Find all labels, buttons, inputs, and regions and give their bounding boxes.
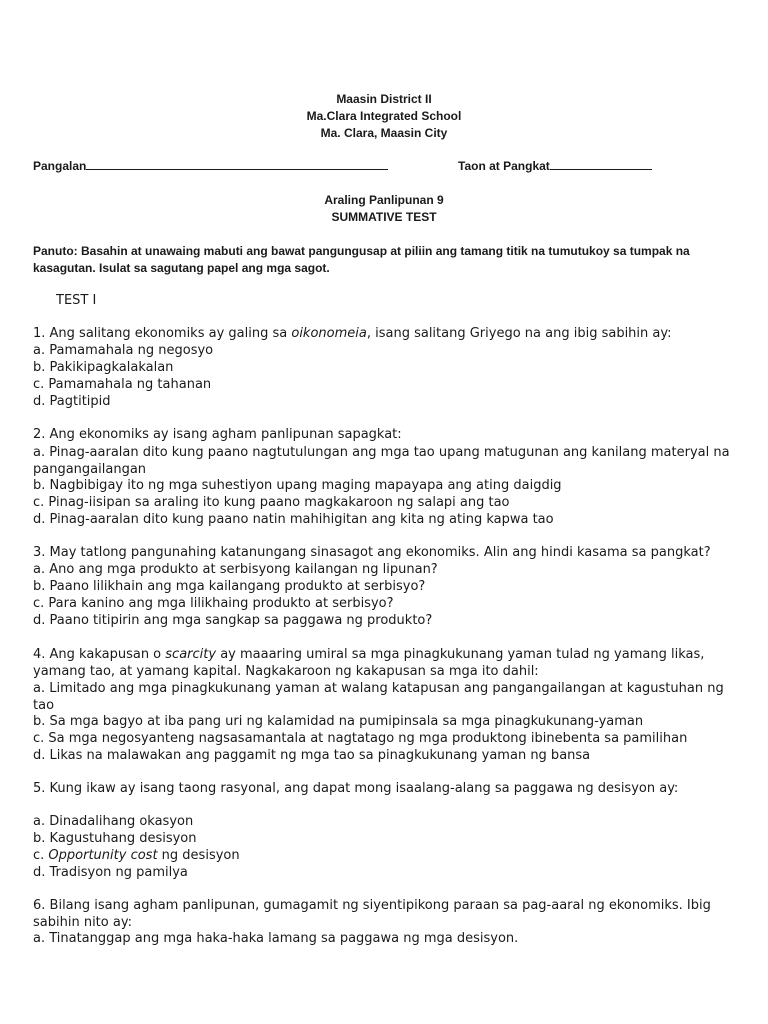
school-address: Ma. Clara, Maasin City <box>320 126 448 140</box>
question-1: 1. Ang salitang ekonomiks ay galing sa oikonomeia, isang salitang Griyego na ang ibig sabihin ay: <box>33 326 672 341</box>
year-label: Taon at Pangkat <box>458 159 550 173</box>
choice-1c: c. Pamamahala ng tahanan <box>33 377 212 392</box>
choice-4a: a. Limitado ang mga pinagkukunang yaman at walang katapusan ang pangangailangan at kagustuhan ng tao <box>33 681 724 713</box>
question-3: 3. May tatlong pangunahing katanungang sinasagot ang ekonomiks. Alin ang hindi kasama sa pangkat? <box>33 545 711 560</box>
name-blank[interactable] <box>86 159 388 170</box>
question-4: 4. Ang kakapusan o scarcity ay maaaring umiral sa mga pinagkukunang yaman tulad ng yamang likas, yamang tao, at yamang kapital. Nagkakaroon ng kakapusan sa mga ito dahil: <box>33 647 705 679</box>
choice-5a: a. Dinadalihang okasyon <box>33 814 194 829</box>
choice-5c: c. Opportunity cost ng desisyon <box>33 848 240 863</box>
test-type: SUMMATIVE TEST <box>331 210 437 224</box>
choice-1b: b. Pakikipagkalakalan <box>33 360 174 375</box>
year-field <box>458 159 652 173</box>
question-2: 2. Ang ekonomiks ay isang agham panlipunan sapagkat: <box>33 427 402 442</box>
choice-3b: b. Paano lilikhain ang mga kailangang produkto at serbisyo? <box>33 579 426 594</box>
choice-5b: b. Kagustuhang desisyon <box>33 831 197 846</box>
choice-4c: c. Sa mga negosyanteng nagsasamantala at nagtatago ng mga produktong ibinebenta sa pamilihan <box>33 731 688 746</box>
question-6: 6. Bilang isang agham panlipunan, gumagamit ng siyentipikong paraan sa pag-aaral ng ekonomiks. Ibig sabihin nito ay: <box>33 898 711 930</box>
choice-1d: d. Pagtitipid <box>33 394 111 409</box>
choice-3c: c. Para kanino ang mga lilikhaing produkto at serbisyo? <box>33 596 394 611</box>
choice-1a: a. Pamamahala ng negosyo <box>33 343 214 358</box>
year-blank[interactable] <box>550 159 652 170</box>
choice-3a: a. Ano ang mga produkto at serbisyong kailangan ng lipunan? <box>33 562 438 577</box>
school-name: Ma.Clara Integrated School <box>306 109 462 123</box>
question-5: 5. Kung ikaw ay isang taong rasyonal, ang dapat mong isaalang-alang sa paggawa ng desisyon ay: <box>33 781 679 796</box>
choice-6a: a. Tinatanggap ang mga haka-haka lamang sa paggawa ng mga desisyon. <box>33 931 519 946</box>
choice-2c: c. Pinag-iisipan sa araling ito kung paano magkakaroon ng salapi ang tao <box>33 495 510 510</box>
section-title: TEST I <box>56 293 97 308</box>
name-field <box>33 159 388 173</box>
district-name: Maasin District II <box>336 92 432 106</box>
choice-4b: b. Sa mga bagyo at iba pang uri ng kalamidad na pumipinsala sa mga pinagkukunang-yaman <box>33 714 644 729</box>
choice-4d: d. Likas na malawakan ang paggamit ng mga tao sa pinagkukunang yaman ng bansa <box>33 748 591 763</box>
instructions: Panuto: Basahin at unawaing mabuti ang bawat pangungusap at piliin ang tamang titik na tumutukoy sa tumpak na kasagutan. Isulat sa sagutang papel ang mga sagot. <box>33 244 690 275</box>
name-label: Pangalan <box>33 159 87 173</box>
choice-5d: d. Tradisyon ng pamilya <box>33 865 188 880</box>
choice-3d: d. Paano titipirin ang mga sangkap sa paggawa ng produkto? <box>33 613 433 628</box>
choice-2b: b. Nagbibigay ito ng mga suhestiyon upang maging mapayapa ang ating daigdig <box>33 478 562 493</box>
subject-title: Araling Panlipunan 9 <box>324 193 444 207</box>
choice-2a: a. Pinag-aaralan dito kung paano nagtutulungan ang mga tao upang matugunan ang kanilang materyal na pangangailangan <box>33 445 730 477</box>
choice-2d: d. Pinag-aaralan dito kung paano natin mahihigitan ang kita ng ating kapwa tao <box>33 512 554 527</box>
